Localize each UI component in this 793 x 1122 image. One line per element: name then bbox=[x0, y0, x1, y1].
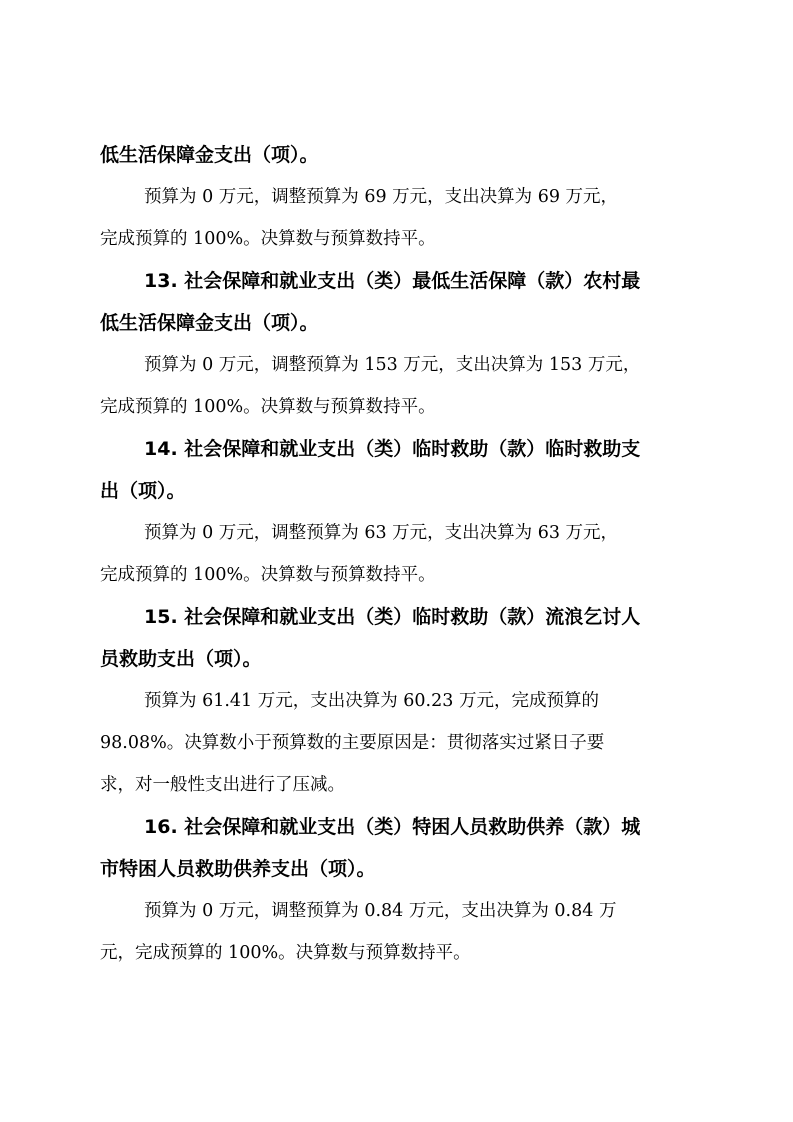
item-13-heading-line-1: 13. 社会保障和就业支出（类）最低生活保障（款）农村最 bbox=[144, 270, 641, 292]
item-15-heading-line-2: 员救助支出（项）。 bbox=[100, 648, 262, 670]
item-15-body-line-3: 求，对一般性支出进行了压减。 bbox=[100, 775, 345, 795]
item-14-heading-line-2: 出（项）。 bbox=[100, 480, 186, 502]
item-12-heading-continuation: 低生活保障金支出（项）。 bbox=[100, 144, 319, 166]
item-14-heading-line-1: 14. 社会保障和就业支出（类）临时救助（款）临时救助支 bbox=[144, 438, 641, 460]
item-16-body-line-1: 预算为 0 万元，调整预算为 0.84 万元，支出决算为 0.84 万 bbox=[144, 901, 617, 921]
item-13-body-line-1: 预算为 0 万元，调整预算为 153 万元，支出决算为 153 万元， bbox=[144, 355, 641, 375]
item-14-body-line-2: 完成预算的 100%。决算数与预算数持平。 bbox=[100, 565, 436, 585]
item-16-body-line-2: 元，完成预算的 100%。决算数与预算数持平。 bbox=[100, 943, 471, 963]
item-15-body-line-1: 预算为 61.41 万元，支出决算为 60.23 万元，完成预算的 bbox=[144, 691, 599, 711]
item-13-heading-line-2: 低生活保障金支出（项）。 bbox=[100, 312, 319, 334]
item-12-body-line-2: 完成预算的 100%。决算数与预算数持平。 bbox=[100, 229, 436, 249]
item-16-heading-line-1: 16. 社会保障和就业支出（类）特困人员救助供养（款）城 bbox=[144, 816, 641, 838]
item-15-heading-line-1: 15. 社会保障和就业支出（类）临时救助（款）流浪乞讨人 bbox=[144, 606, 641, 628]
item-16-heading-line-2: 市特困人员救助供养支出（项）。 bbox=[100, 858, 376, 880]
item-12-body-line-1: 预算为 0 万元，调整预算为 69 万元，支出决算为 69 万元， bbox=[144, 187, 619, 207]
item-15-body-line-2: 98.08%。决算数小于预算数的主要原因是：贯彻落实过紧日子要 bbox=[100, 733, 605, 753]
item-14-body-line-1: 预算为 0 万元，调整预算为 63 万元，支出决算为 63 万元， bbox=[144, 523, 619, 543]
item-13-body-line-2: 完成预算的 100%。决算数与预算数持平。 bbox=[100, 397, 436, 417]
